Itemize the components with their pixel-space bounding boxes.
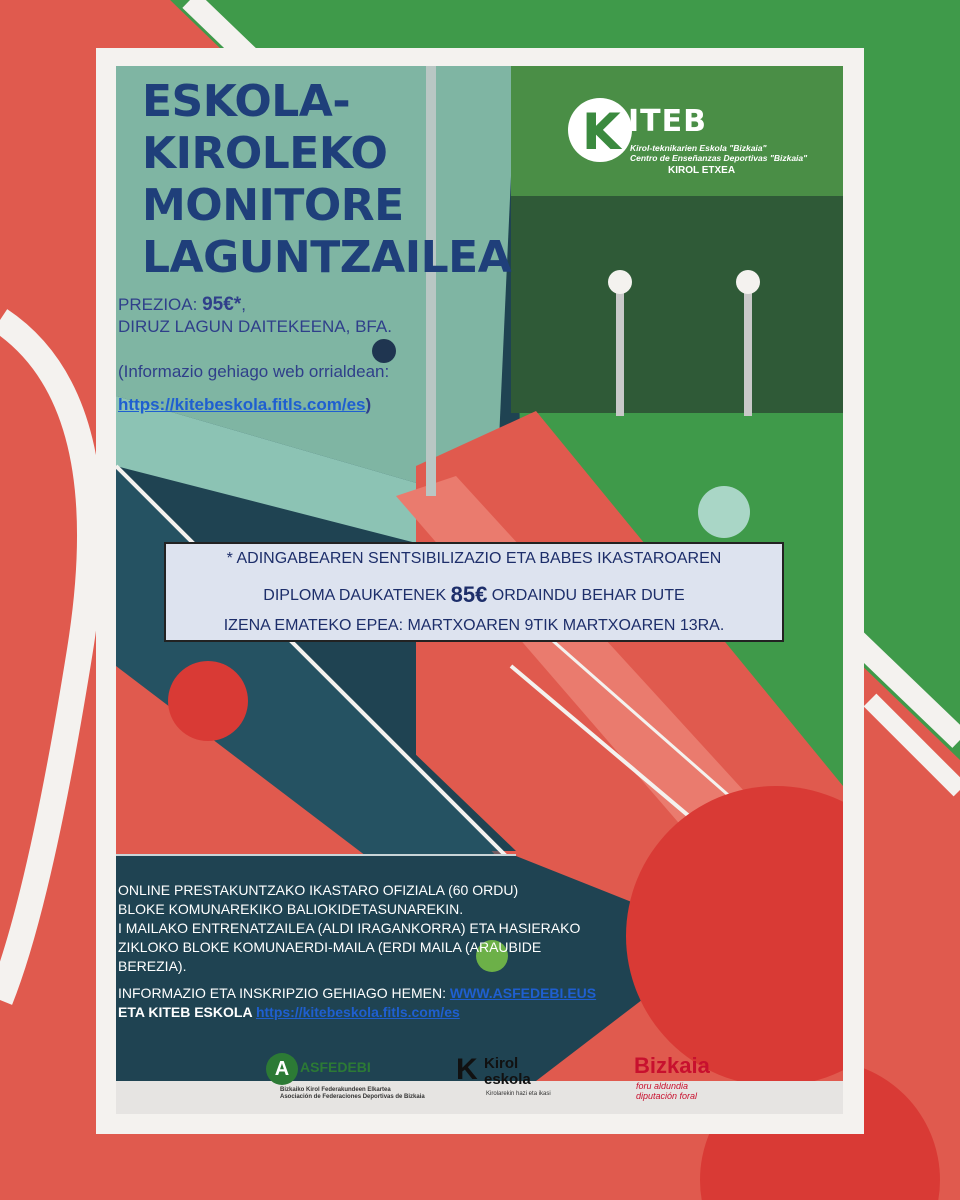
contact-line-2 bbox=[118, 1003, 596, 1022]
description-line: I MAILAKO ENTRENATZAILEA (ALDI IRAGANKORRA) ETA HASIERAKO bbox=[118, 920, 581, 936]
kiteb-subtitle-eu: Kirol-teknikarien Eskola "Bizkaia" bbox=[630, 143, 767, 153]
notice-line-2-post: ORDAINDU BEHAR DUTE bbox=[487, 587, 685, 604]
description-line: BLOKE KOMUNAREKIKO BALIOKIDETASUNAREKIN. bbox=[118, 901, 464, 917]
notice-amount: 85€ bbox=[450, 582, 488, 607]
notice-line-2-pre: DIPLOMA DAUKATENEK bbox=[263, 587, 451, 604]
asfedebi-logo-name: ASFEDEBI bbox=[300, 1059, 371, 1075]
kiteb-subtitle-kirol-etxea: KIROL ETXEA bbox=[668, 165, 736, 176]
asfedebi-logo-mark: A bbox=[266, 1053, 298, 1085]
notice-line-3: IZENA EMATEKO EPEA: MARTXOAREN 9TIK MARTXOAREN 13RA. bbox=[223, 617, 725, 634]
description-line: ONLINE PRESTAKUNTZAKO IKASTARO OFIZIALA (60 ORDU) bbox=[118, 882, 519, 898]
info-close: ) bbox=[365, 395, 372, 414]
info-text: (Informazio gehiago web orrialdean: bbox=[118, 362, 390, 381]
kiteb-subtitle-es: Centro de Enseñanzas Deportivas "Bizkaia" bbox=[630, 153, 808, 163]
bizkaia-logo-line1: foru aldundia bbox=[636, 1081, 689, 1091]
price-label: PREZIOA: bbox=[118, 295, 203, 314]
contact-info bbox=[118, 984, 596, 1022]
title-line: LAGUNTZAILEA bbox=[142, 232, 512, 283]
kiteb-logo bbox=[568, 90, 828, 190]
kirol-eskola-logo bbox=[456, 1053, 566, 1113]
kiteb-logo-mark: K bbox=[582, 103, 621, 161]
course-description bbox=[118, 881, 638, 976]
kiteb-logo-circle bbox=[568, 98, 632, 162]
asfedebi-logo-line1: Bizkaiko Kirol Federakundeen Elkartea bbox=[280, 1087, 391, 1093]
description-line: BEREZIA). bbox=[118, 958, 187, 974]
bizkaia-logo-name: Bizkaia bbox=[634, 1053, 710, 1078]
notice-line-1: * ADINGABEAREN SENTSIBILIZAZIO ETA BABES IKASTAROAREN bbox=[226, 550, 722, 567]
notice-line-2 bbox=[166, 582, 782, 608]
contact-label-2: ETA KITEB ESKOLA bbox=[118, 1004, 256, 1020]
kirol-eskola-logo-line1: Kirol bbox=[484, 1055, 519, 1072]
title-line: MONITORE bbox=[142, 180, 404, 231]
price-subsidy: DIRUZ LAGUN DAITEKEENA, BFA. bbox=[118, 317, 392, 336]
price-amount: 95€* bbox=[202, 294, 242, 315]
title-line: ESKOLA- bbox=[142, 76, 351, 127]
kiteb-url-link[interactable]: https://kitebeskola.fitls.com/es bbox=[118, 395, 366, 414]
bizkaia-logo bbox=[616, 1053, 736, 1113]
kirol-eskola-logo-mark: K bbox=[456, 1053, 478, 1086]
info-link-row bbox=[118, 394, 371, 416]
kiteb-link[interactable]: https://kitebeskola.fitls.com/es bbox=[255, 1004, 460, 1020]
page-title bbox=[142, 76, 511, 284]
kiteb-logo-name: ITEB bbox=[628, 104, 707, 139]
contact-label: INFORMAZIO ETA INSKRIPZIO GEHIAGO HEMEN: bbox=[118, 985, 450, 1001]
asfedebi-link[interactable]: WWW.ASFEDEBI.EUS bbox=[449, 985, 597, 1001]
bizkaia-logo-line2: diputación foral bbox=[636, 1091, 698, 1101]
asfedebi-logo bbox=[266, 1053, 425, 1113]
poster-artwork bbox=[116, 66, 843, 1081]
price-suffix: , bbox=[241, 295, 246, 314]
asfedebi-logo-line2: Asociación de Federaciones Deportivas de Bizkaia bbox=[280, 1094, 425, 1100]
poster bbox=[96, 48, 864, 1134]
kirol-eskola-logo-line2: eskola bbox=[484, 1071, 531, 1088]
notice-box bbox=[164, 542, 784, 642]
price-info bbox=[118, 294, 392, 338]
title-line: KIROLEKO bbox=[142, 128, 388, 179]
sponsor-footer bbox=[116, 1053, 843, 1114]
description-line: ZIKLOKO BLOKE KOMUNAERDI-MAILA (ERDI MAILA (ARAUBIDE bbox=[118, 939, 542, 955]
kirol-eskola-tagline: Kirolarekin hazi eta ikasi bbox=[486, 1091, 551, 1097]
